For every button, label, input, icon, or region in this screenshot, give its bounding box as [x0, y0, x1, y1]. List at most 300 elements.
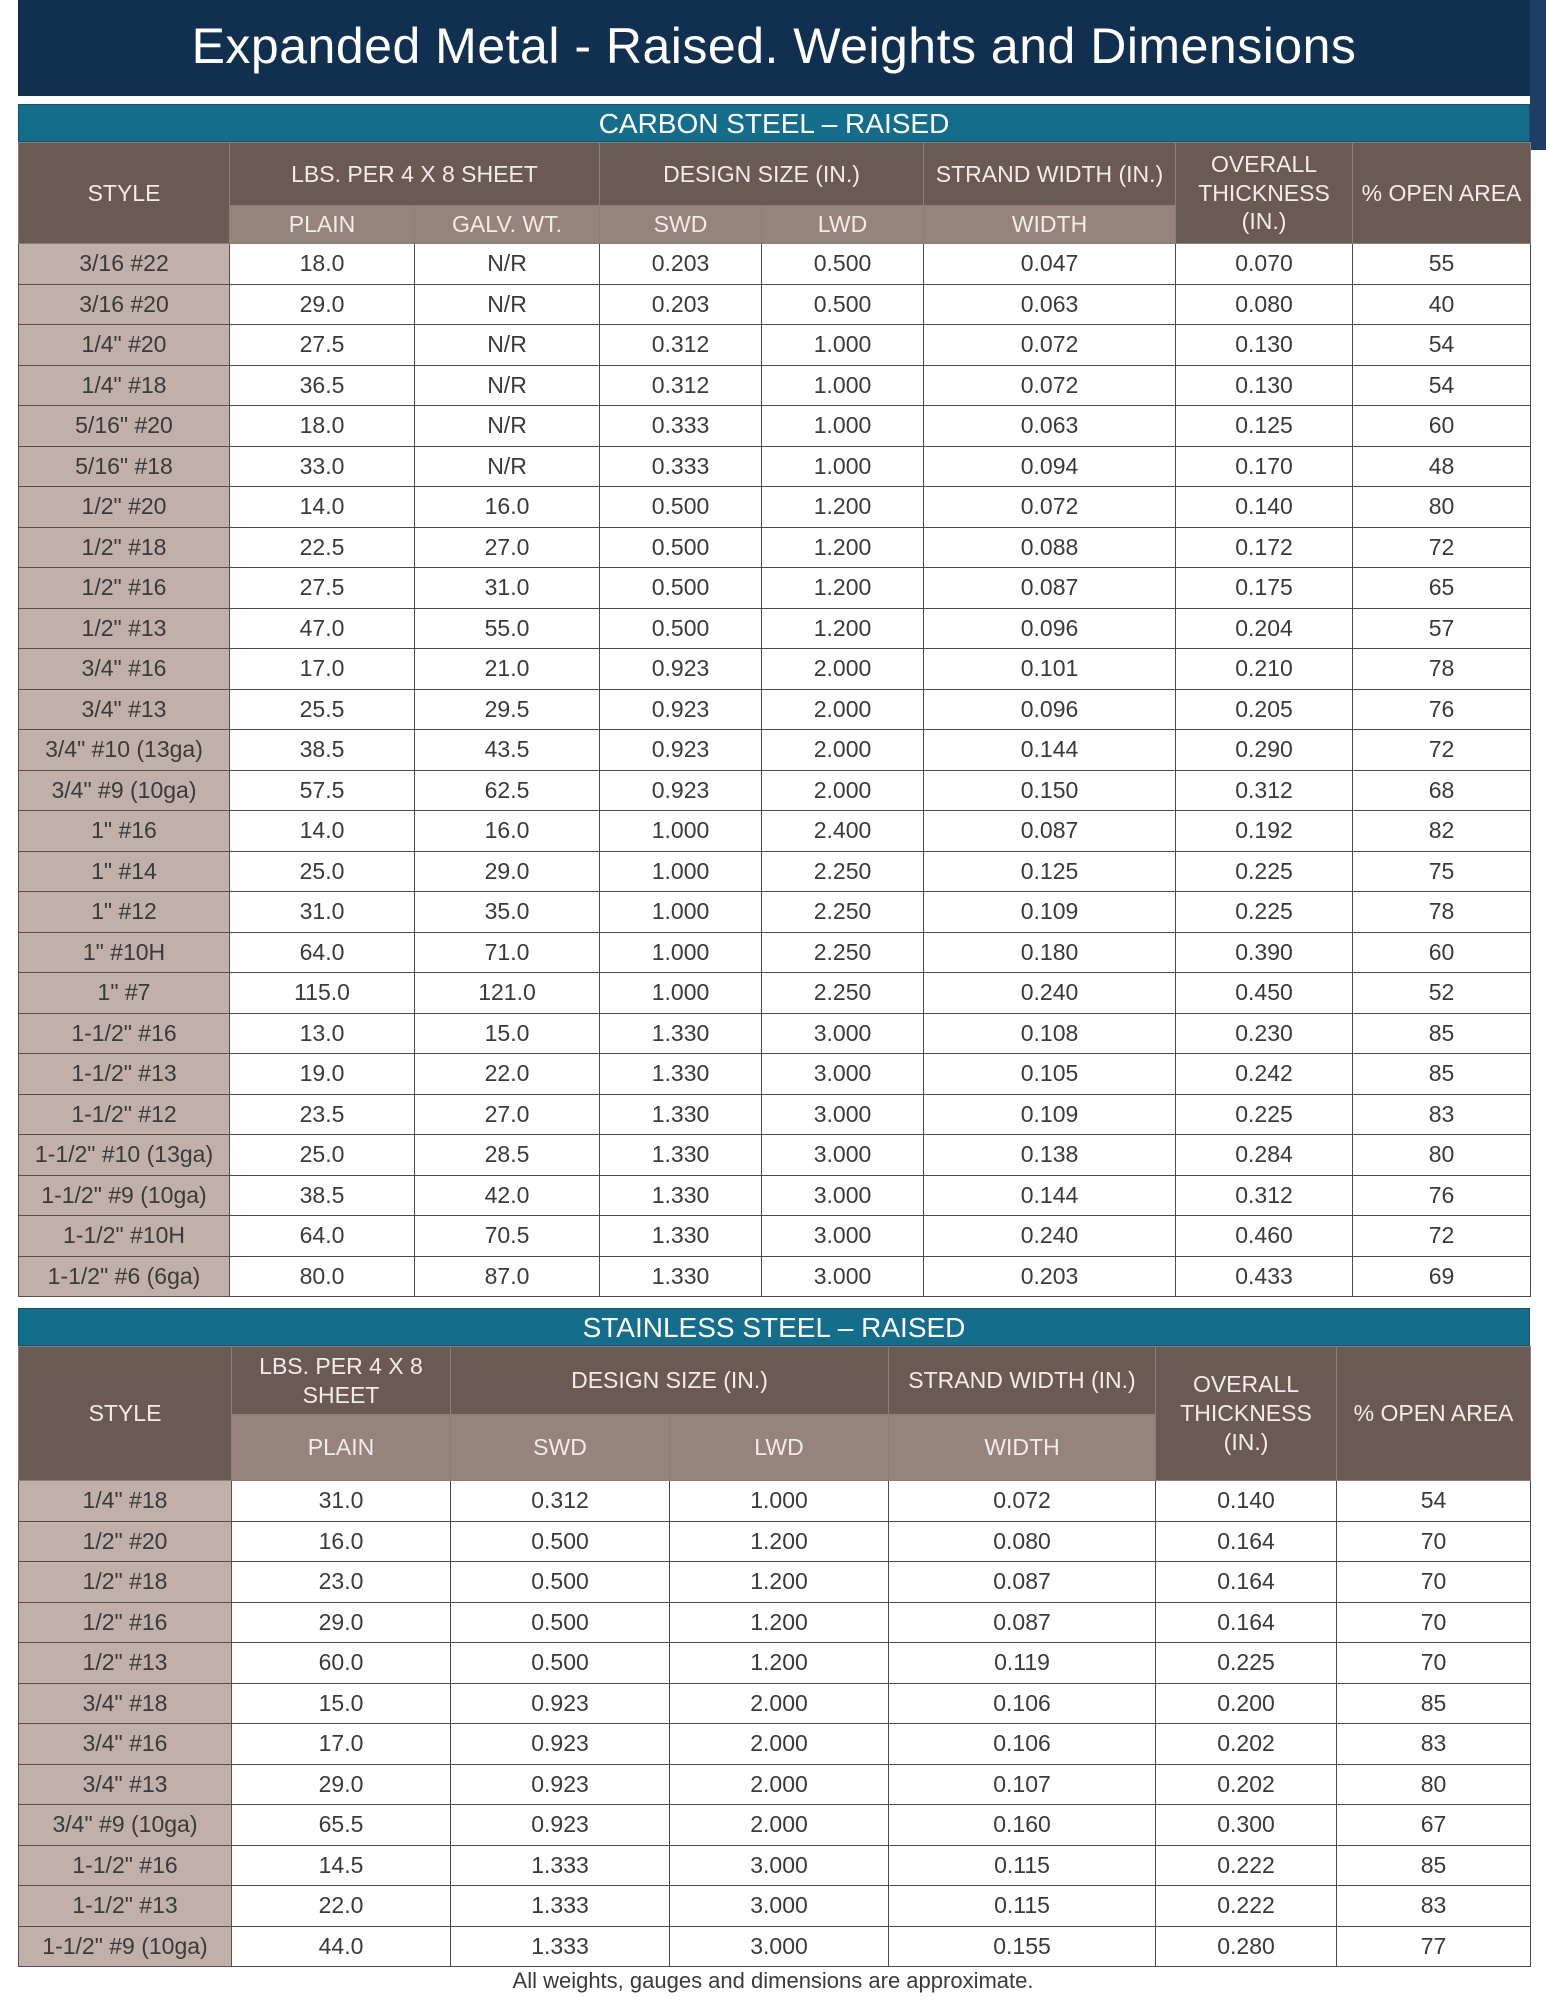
table-row	[19, 608, 1531, 649]
table-cell: 60	[1353, 406, 1531, 447]
table-cell: 0.923	[451, 1683, 670, 1724]
table-cell: 76	[1353, 1175, 1531, 1216]
table-cell: 22.0	[415, 1054, 600, 1095]
table-cell: 0.108	[924, 1013, 1176, 1054]
table-cell: 3.000	[762, 1135, 924, 1176]
table-cell: 0.109	[924, 892, 1176, 933]
table-cell: 0.155	[889, 1926, 1156, 1967]
table-cell: 0.106	[889, 1724, 1156, 1765]
table-cell: 0.500	[600, 568, 762, 609]
table-row	[19, 446, 1531, 487]
table-cell: N/R	[415, 284, 600, 325]
table-row	[19, 892, 1531, 933]
table-cell: 29.0	[230, 284, 415, 325]
table-cell: 0.500	[600, 487, 762, 528]
style-cell: 1-1/2" #10 (13ga)	[19, 1135, 230, 1176]
table-cell: 0.072	[924, 365, 1176, 406]
table-cell: 21.0	[415, 649, 600, 690]
table-row	[19, 487, 1531, 528]
table-row	[19, 365, 1531, 406]
table-cell: 54	[1353, 325, 1531, 366]
table-cell: 54	[1353, 365, 1531, 406]
table-row	[19, 527, 1531, 568]
table-cell: 0.204	[1176, 608, 1353, 649]
table-cell: 29.5	[415, 689, 600, 730]
table-cell: 85	[1337, 1845, 1531, 1886]
style-cell: 1/2" #13	[19, 608, 230, 649]
table-cell: 0.150	[924, 770, 1176, 811]
table-cell: 69	[1353, 1256, 1531, 1297]
table-cell: 2.400	[762, 811, 924, 852]
side-stripe-decoration	[1530, 0, 1546, 150]
table-cell: 1.200	[762, 487, 924, 528]
table-cell: 0.284	[1176, 1135, 1353, 1176]
table-cell: 0.230	[1176, 1013, 1353, 1054]
table-cell: 0.225	[1176, 892, 1353, 933]
table-cell: 1.000	[600, 811, 762, 852]
table-cell: 1.200	[670, 1521, 889, 1562]
table-row	[19, 1094, 1531, 1135]
table-cell: 121.0	[415, 973, 600, 1014]
table-row	[19, 1683, 1531, 1724]
table-cell: 0.144	[924, 730, 1176, 771]
style-cell: 1" #7	[19, 973, 230, 1014]
table-cell: 28.5	[415, 1135, 600, 1176]
style-cell: 1-1/2" #9 (10ga)	[19, 1175, 230, 1216]
table-cell: 77	[1337, 1926, 1531, 1967]
table-cell: 2.000	[670, 1683, 889, 1724]
table-cell: 68	[1353, 770, 1531, 811]
subheader-lwd: LWD	[670, 1415, 889, 1481]
style-cell: 3/4" #9 (10ga)	[19, 1805, 232, 1846]
table-cell: 0.087	[889, 1562, 1156, 1603]
table-cell: 72	[1353, 1216, 1531, 1257]
table-cell: 0.225	[1156, 1643, 1337, 1684]
header-lbs-per-sheet: LBS. PER 4 X 8 SHEET	[230, 143, 600, 206]
table-row	[19, 325, 1531, 366]
table-cell: 0.433	[1176, 1256, 1353, 1297]
table-cell: 82	[1353, 811, 1531, 852]
table-row	[19, 851, 1531, 892]
table-row	[19, 1764, 1531, 1805]
table-cell: 27.0	[415, 527, 600, 568]
table-cell: 14.0	[230, 487, 415, 528]
table-cell: 52	[1353, 973, 1531, 1014]
table-cell: 0.460	[1176, 1216, 1353, 1257]
style-cell: 3/4" #13	[19, 689, 230, 730]
table-cell: 0.923	[600, 649, 762, 690]
table-row	[19, 973, 1531, 1014]
table-cell: 0.125	[1176, 406, 1353, 447]
stainless-steel-table	[18, 1346, 1531, 1967]
table-cell: 0.202	[1156, 1764, 1337, 1805]
table-cell: 2.000	[762, 770, 924, 811]
table-cell: 1.000	[600, 892, 762, 933]
table-row	[19, 1135, 1531, 1176]
table-cell: 1.330	[600, 1175, 762, 1216]
table-cell: 0.222	[1156, 1886, 1337, 1927]
subheader-swd: SWD	[600, 206, 762, 244]
table-cell: 3.000	[670, 1845, 889, 1886]
style-cell: 3/16 #20	[19, 284, 230, 325]
table-cell: 0.072	[889, 1481, 1156, 1522]
table-cell: 0.109	[924, 1094, 1176, 1135]
table-cell: 75	[1353, 851, 1531, 892]
table-cell: 70	[1337, 1562, 1531, 1603]
table-cell: 0.180	[924, 932, 1176, 973]
table-cell: 29.0	[232, 1602, 451, 1643]
table-cell: 2.250	[762, 851, 924, 892]
table-cell: 3.000	[762, 1094, 924, 1135]
table-cell: 1.000	[762, 365, 924, 406]
table-cell: 16.0	[415, 811, 600, 852]
table-cell: 1.330	[600, 1094, 762, 1135]
table-cell: 31.0	[232, 1481, 451, 1522]
table-cell: 1.200	[670, 1602, 889, 1643]
header-overall-thickness: OVERALL THICKNESS (IN.)	[1176, 143, 1353, 244]
table-cell: 0.923	[451, 1724, 670, 1765]
table-cell: 0.205	[1176, 689, 1353, 730]
style-cell: 1-1/2" #6 (6ga)	[19, 1256, 230, 1297]
carbon-steel-section	[18, 104, 1530, 1297]
style-cell: 3/16 #22	[19, 244, 230, 285]
table-cell: 31.0	[415, 568, 600, 609]
table-cell: 25.0	[230, 1135, 415, 1176]
table-cell: 0.119	[889, 1643, 1156, 1684]
style-cell: 3/4" #9 (10ga)	[19, 770, 230, 811]
style-cell: 1/4" #20	[19, 325, 230, 366]
table-row	[19, 811, 1531, 852]
table-cell: 54	[1337, 1481, 1531, 1522]
table-cell: 64.0	[230, 932, 415, 973]
table-cell: 1.000	[600, 973, 762, 1014]
table-cell: 1.330	[600, 1216, 762, 1257]
table-cell: 15.0	[415, 1013, 600, 1054]
table-cell: 25.5	[230, 689, 415, 730]
table-cell: 0.115	[889, 1886, 1156, 1927]
style-cell: 1-1/2" #13	[19, 1886, 232, 1927]
table-row	[19, 1926, 1531, 1967]
table-cell: 0.225	[1176, 851, 1353, 892]
subheader-galv-wt: GALV. WT.	[415, 206, 600, 244]
table-cell: 0.500	[451, 1521, 670, 1562]
table-cell: 1.330	[600, 1054, 762, 1095]
subheader-plain: PLAIN	[232, 1415, 451, 1481]
table-cell: 76	[1353, 689, 1531, 730]
table-cell: 47.0	[230, 608, 415, 649]
table-cell: 0.290	[1176, 730, 1353, 771]
table-row	[19, 1521, 1531, 1562]
table-cell: 0.087	[924, 568, 1176, 609]
table-cell: 1.333	[451, 1926, 670, 1967]
table-cell: 62.5	[415, 770, 600, 811]
table-cell: 22.5	[230, 527, 415, 568]
table-cell: 0.105	[924, 1054, 1176, 1095]
table-cell: 3.000	[762, 1054, 924, 1095]
table-cell: 0.500	[451, 1643, 670, 1684]
table-cell: 57	[1353, 608, 1531, 649]
header-design-size: DESIGN SIZE (IN.)	[600, 143, 924, 206]
table-cell: 48	[1353, 446, 1531, 487]
subheader-plain: PLAIN	[230, 206, 415, 244]
table-cell: 65.5	[232, 1805, 451, 1846]
table-cell: 0.138	[924, 1135, 1176, 1176]
style-cell: 1-1/2" #12	[19, 1094, 230, 1135]
table-cell: 0.333	[600, 406, 762, 447]
table-cell: 42.0	[415, 1175, 600, 1216]
table-row	[19, 406, 1531, 447]
table-cell: N/R	[415, 325, 600, 366]
table-cell: 3.000	[670, 1926, 889, 1967]
table-row	[19, 1643, 1531, 1684]
table-row	[19, 770, 1531, 811]
table-cell: 16.0	[232, 1521, 451, 1562]
table-cell: 17.0	[232, 1724, 451, 1765]
table-cell: 72	[1353, 730, 1531, 771]
table-cell: 72	[1353, 527, 1531, 568]
table-cell: 0.333	[600, 446, 762, 487]
table-row	[19, 1256, 1531, 1297]
table-cell: 3.000	[762, 1256, 924, 1297]
style-cell: 1/4" #18	[19, 365, 230, 406]
style-cell: 1/2" #16	[19, 1602, 232, 1643]
table-cell: 1.330	[600, 1135, 762, 1176]
table-cell: 0.225	[1176, 1094, 1353, 1135]
table-cell: 0.500	[451, 1562, 670, 1603]
table-cell: 55	[1353, 244, 1531, 285]
table-cell: 25.0	[230, 851, 415, 892]
table-cell: 0.450	[1176, 973, 1353, 1014]
table-cell: 2.250	[762, 892, 924, 933]
style-cell: 5/16" #20	[19, 406, 230, 447]
table-cell: 83	[1337, 1886, 1531, 1927]
style-cell: 1/2" #18	[19, 1562, 232, 1603]
style-cell: 3/4" #16	[19, 649, 230, 690]
table-cell: 23.0	[232, 1562, 451, 1603]
header-style: STYLE	[19, 143, 230, 244]
table-cell: 0.203	[924, 1256, 1176, 1297]
table-row	[19, 1602, 1531, 1643]
table-row	[19, 244, 1531, 285]
table-cell: 65	[1353, 568, 1531, 609]
table-cell: 80	[1353, 1135, 1531, 1176]
table-cell: 0.088	[924, 527, 1176, 568]
banner-accent-line	[18, 96, 1212, 102]
header-lbs-per-sheet: LBS. PER 4 X 8 SHEET	[232, 1347, 451, 1415]
table-cell: 0.500	[600, 527, 762, 568]
table-cell: 36.5	[230, 365, 415, 406]
table-cell: 2.000	[670, 1764, 889, 1805]
table-cell: 70	[1337, 1643, 1531, 1684]
table-cell: 1.000	[762, 406, 924, 447]
table-cell: 0.070	[1176, 244, 1353, 285]
table-cell: 0.172	[1176, 527, 1353, 568]
table-cell: 22.0	[232, 1886, 451, 1927]
table-cell: 0.140	[1156, 1481, 1337, 1522]
table-cell: N/R	[415, 244, 600, 285]
style-cell: 5/16" #18	[19, 446, 230, 487]
table-cell: 17.0	[230, 649, 415, 690]
table-cell: 0.500	[600, 608, 762, 649]
table-cell: 0.923	[451, 1805, 670, 1846]
table-cell: 0.130	[1176, 365, 1353, 406]
table-cell: 60.0	[232, 1643, 451, 1684]
table-cell: 1.000	[670, 1481, 889, 1522]
table-cell: 1.333	[451, 1845, 670, 1886]
style-cell: 1/2" #20	[19, 1521, 232, 1562]
table-cell: 0.312	[1176, 770, 1353, 811]
table-cell: 0.094	[924, 446, 1176, 487]
table-cell: 0.312	[600, 365, 762, 406]
table-row	[19, 1845, 1531, 1886]
table-cell: 0.200	[1156, 1683, 1337, 1724]
table-cell: 0.063	[924, 406, 1176, 447]
header-design-size: DESIGN SIZE (IN.)	[451, 1347, 889, 1415]
style-cell: 1" #12	[19, 892, 230, 933]
table-cell: 13.0	[230, 1013, 415, 1054]
table-cell: 2.000	[762, 649, 924, 690]
table-cell: 33.0	[230, 446, 415, 487]
table-cell: 0.175	[1176, 568, 1353, 609]
table-cell: 57.5	[230, 770, 415, 811]
style-cell: 1/2" #16	[19, 568, 230, 609]
table-cell: 29.0	[232, 1764, 451, 1805]
table-cell: 70	[1337, 1521, 1531, 1562]
header-open-area: % OPEN AREA	[1337, 1347, 1531, 1481]
table-cell: 0.500	[451, 1602, 670, 1643]
table-cell: 0.160	[889, 1805, 1156, 1846]
style-cell: 1-1/2" #16	[19, 1845, 232, 1886]
table-row	[19, 1562, 1531, 1603]
table-cell: 3.000	[762, 1175, 924, 1216]
table-cell: 83	[1353, 1094, 1531, 1135]
style-cell: 1" #14	[19, 851, 230, 892]
table-cell: 0.096	[924, 608, 1176, 649]
table-cell: 0.096	[924, 689, 1176, 730]
table-cell: 2.250	[762, 973, 924, 1014]
table-cell: 40	[1353, 284, 1531, 325]
table-cell: 1.330	[600, 1256, 762, 1297]
table-cell: 2.000	[670, 1805, 889, 1846]
subheader-width: WIDTH	[924, 206, 1176, 244]
footer-note: All weights, gauges and dimensions are approximate.	[512, 1968, 1034, 1993]
table-cell: 0.210	[1176, 649, 1353, 690]
table-cell: 1.000	[600, 932, 762, 973]
table-cell: 0.164	[1156, 1562, 1337, 1603]
table-cell: 1.200	[762, 527, 924, 568]
table-cell: 23.5	[230, 1094, 415, 1135]
table-cell: 0.203	[600, 244, 762, 285]
table-cell: 0.500	[762, 284, 924, 325]
table-cell: 70	[1337, 1602, 1531, 1643]
table-row	[19, 1886, 1531, 1927]
table-cell: 0.125	[924, 851, 1176, 892]
table-row	[19, 649, 1531, 690]
table-row	[19, 1054, 1531, 1095]
table-cell: 78	[1353, 892, 1531, 933]
table-cell: 16.0	[415, 487, 600, 528]
table-cell: 3.000	[762, 1013, 924, 1054]
style-cell: 1-1/2" #16	[19, 1013, 230, 1054]
style-cell: 3/4" #16	[19, 1724, 232, 1765]
style-cell: 1/2" #18	[19, 527, 230, 568]
table-cell: 85	[1353, 1013, 1531, 1054]
table-cell: 1.200	[670, 1562, 889, 1603]
title-banner	[18, 0, 1530, 96]
table-cell: 0.923	[600, 730, 762, 771]
style-cell: 1-1/2" #9 (10ga)	[19, 1926, 232, 1967]
table-row	[19, 568, 1531, 609]
table-cell: 2.000	[762, 689, 924, 730]
table-cell: 0.106	[889, 1683, 1156, 1724]
table-cell: 0.063	[924, 284, 1176, 325]
table-row	[19, 932, 1531, 973]
table-cell: 1.200	[762, 608, 924, 649]
table-cell: 115.0	[230, 973, 415, 1014]
table-cell: N/R	[415, 406, 600, 447]
table-row	[19, 284, 1531, 325]
table-cell: 0.115	[889, 1845, 1156, 1886]
table-cell: 0.202	[1156, 1724, 1337, 1765]
table-cell: 0.080	[889, 1521, 1156, 1562]
table-cell: 38.5	[230, 730, 415, 771]
table-cell: 0.390	[1176, 932, 1353, 973]
table-cell: 0.923	[600, 689, 762, 730]
table-cell: 1.000	[762, 446, 924, 487]
header-strand-width: STRAND WIDTH (IN.)	[924, 143, 1176, 206]
table-cell: 1.000	[762, 325, 924, 366]
table-cell: 27.5	[230, 325, 415, 366]
table-cell: 0.222	[1156, 1845, 1337, 1886]
carbon-table-body	[19, 244, 1531, 1297]
table-cell: 67	[1337, 1805, 1531, 1846]
table-cell: 35.0	[415, 892, 600, 933]
table-cell: 14.5	[232, 1845, 451, 1886]
style-cell: 1" #10H	[19, 932, 230, 973]
table-cell: 31.0	[230, 892, 415, 933]
table-cell: 70.5	[415, 1216, 600, 1257]
table-cell: 0.312	[1176, 1175, 1353, 1216]
table-cell: N/R	[415, 365, 600, 406]
style-cell: 1/4" #18	[19, 1481, 232, 1522]
table-cell: 0.130	[1176, 325, 1353, 366]
table-cell: 38.5	[230, 1175, 415, 1216]
header-strand-width: STRAND WIDTH (IN.)	[889, 1347, 1156, 1415]
style-cell: 1-1/2" #10H	[19, 1216, 230, 1257]
table-cell: 1.200	[762, 568, 924, 609]
table-cell: 0.923	[600, 770, 762, 811]
table-row	[19, 1724, 1531, 1765]
stainless-steel-section	[18, 1308, 1530, 1967]
table-cell: 0.047	[924, 244, 1176, 285]
style-cell: 1-1/2" #13	[19, 1054, 230, 1095]
table-cell: 0.101	[924, 649, 1176, 690]
table-cell: 0.300	[1156, 1805, 1337, 1846]
table-cell: 1.330	[600, 1013, 762, 1054]
table-cell: 3.000	[670, 1886, 889, 1927]
table-cell: 2.250	[762, 932, 924, 973]
table-cell: 55.0	[415, 608, 600, 649]
table-cell: N/R	[415, 446, 600, 487]
table-cell: 0.312	[451, 1481, 670, 1522]
table-cell: 1.333	[451, 1886, 670, 1927]
table-cell: 0.080	[1176, 284, 1353, 325]
table-cell: 18.0	[230, 244, 415, 285]
table-cell: 43.5	[415, 730, 600, 771]
table-cell: 15.0	[232, 1683, 451, 1724]
style-cell: 3/4" #13	[19, 1764, 232, 1805]
table-cell: 0.107	[889, 1764, 1156, 1805]
